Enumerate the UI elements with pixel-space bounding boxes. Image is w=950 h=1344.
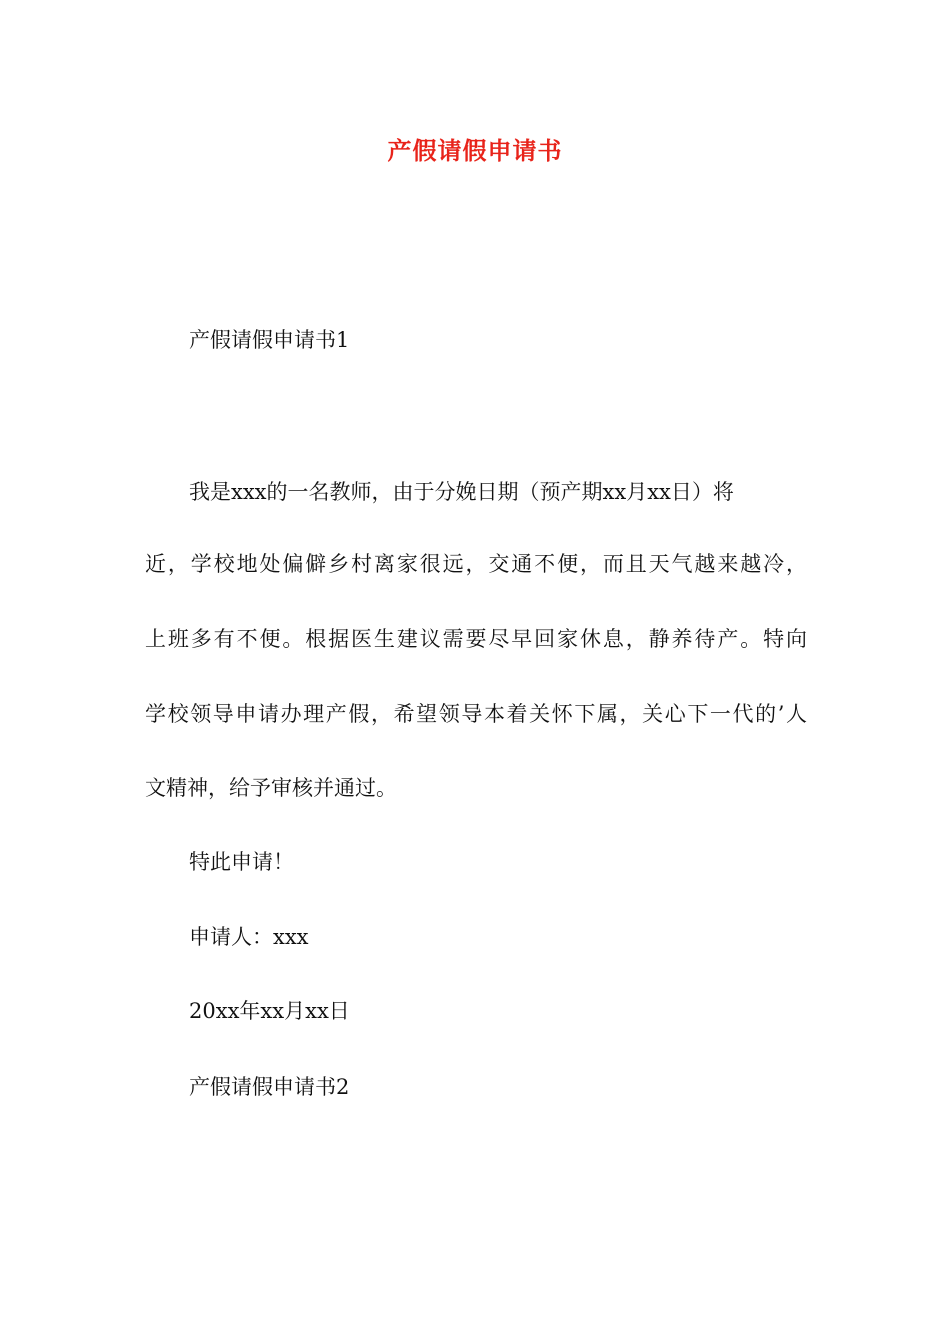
body-line-3: 上班多有不便。根据医生建议需要尽早回家休息，静养待产。特向 (145, 627, 807, 651)
date-line: 20xx年xx月xx日 (189, 999, 350, 1023)
body-line-2: 近，学校地处偏僻乡村离家很远，交通不便，而且天气越来越冷， (145, 552, 807, 576)
document-title: 产假请假申请书 (387, 136, 563, 165)
applicant-line: 申请人：xxx (189, 925, 309, 949)
body-line-5: 文精神，给予审核并通过。 (145, 776, 397, 800)
section2-heading: 产假请假申请书2 (189, 1075, 350, 1099)
body-line-4: 学校领导申请办理产假，希望领导本着关怀下属，关心下一代的’人 (145, 702, 807, 726)
closing-text: 特此申请！ (189, 850, 294, 874)
body-line-1: 我是xxx的一名教师，由于分娩日期（预产期xx月xx日）将 (189, 480, 734, 504)
section1-heading: 产假请假申请书1 (189, 328, 350, 352)
